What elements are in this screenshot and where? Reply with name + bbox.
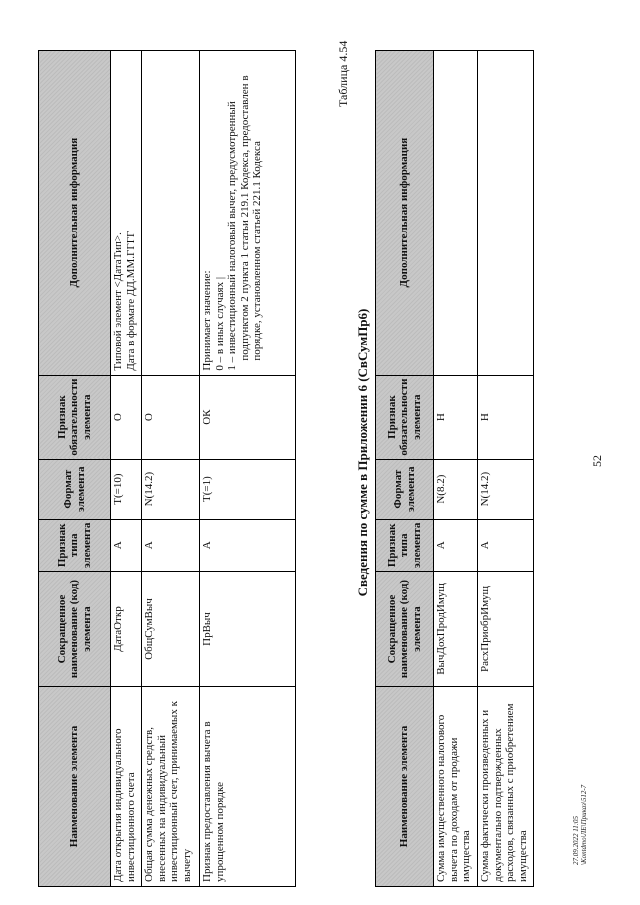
info-line: Дата в формате ДД.ММ.ГГГГ (124, 230, 137, 371)
header-format: Формат элемента (376, 459, 434, 519)
cell-name: Сумма фактически произведенных и документально подтвержденных расходов, связанных с приобретением имущества (478, 687, 534, 887)
cell-format: N(14.2) (142, 459, 200, 519)
cell-code: РасхПриобрИмущ (478, 572, 534, 687)
table-row (434, 50, 478, 886)
cell-required: О (111, 375, 142, 459)
cell-info (478, 50, 534, 375)
footer-line: 27.09.2022 11:05 (572, 815, 580, 865)
cell-code: ОбщСумВыч (142, 572, 200, 687)
cell-info (142, 50, 200, 375)
page-number: 52 (590, 455, 604, 467)
cell-type: А (478, 519, 534, 571)
cell-required: Н (478, 375, 534, 459)
table-row (111, 50, 142, 886)
cell-type: А (200, 519, 296, 571)
cell-format: T(=1) (200, 459, 296, 519)
table-svsumpr6 (375, 50, 534, 887)
cell-type: А (111, 519, 142, 571)
table-row (142, 50, 200, 886)
header-name: Наименование элемента (39, 687, 111, 887)
header-format: Формат элемента (39, 459, 111, 519)
info-line: 1 – инвестиционный налоговый вычет, предусмотренный подпунктом 2 пункта 1 статьи 219.1 Кодекса, предоставлен в порядке, установленном статьей 221.1 Кодекса (226, 75, 263, 371)
cell-required: Н (434, 375, 478, 459)
cell-format: N(14.2) (478, 459, 534, 519)
footer-stamp (572, 785, 588, 865)
header-info: Дополнительная информация (39, 50, 111, 375)
info-line: Типовой элемент <ДатаТип>. (112, 232, 124, 371)
info-line: 0 – в иных случаях | (213, 276, 226, 371)
section-title: Сведения по сумме в Приложении 6 (СвСумПр6) (355, 308, 370, 597)
table-elements-continued (38, 50, 296, 887)
cell-info (200, 50, 296, 375)
header-info: Дополнительная информация (376, 50, 434, 375)
cell-name: Признак предоставления вычета в упрощенном порядке (200, 687, 296, 887)
header-required: Признак обязательности элемента (376, 375, 434, 459)
cell-required: О (142, 375, 200, 459)
cell-info (111, 50, 142, 375)
header-required: Признак обязательности элемента (39, 375, 111, 459)
header-code: Сокращенное наименование (код) элемента (39, 572, 111, 687)
cell-type: А (142, 519, 200, 571)
cell-format: T(=10) (111, 459, 142, 519)
table-caption: Таблица 4.54 (336, 40, 350, 107)
table-row (478, 50, 534, 886)
info-line: Принимает значение: (201, 270, 213, 371)
cell-code: ДатаОткр (111, 572, 142, 687)
table-row (200, 50, 296, 886)
footer-line: \Kontdmo\ЛЕ\Приказ\512-7 (580, 784, 588, 865)
header-code: Сокращенное наименование (код) элемента (376, 572, 434, 687)
cell-name: Дата открытия индивидуального инвестиционного счета (111, 687, 142, 887)
header-type: Признак типа элемента (376, 519, 434, 571)
cell-required: ОК (200, 375, 296, 459)
header-name: Наименование элемента (376, 687, 434, 887)
cell-code: ПрВыч (200, 572, 296, 687)
header-type: Признак типа элемента (39, 519, 111, 571)
cell-code: ВычДохПродИмущ (434, 572, 478, 687)
cell-name: Сумма имущественного налогового вычета по доходам от продажи имущества (434, 687, 478, 887)
cell-type: А (434, 519, 478, 571)
cell-format: N(8.2) (434, 459, 478, 519)
cell-name: Общая сумма денежных средств, внесенных на индивидуальный инвестиционный счет, принимаемых к вычету (142, 687, 200, 887)
cell-info (434, 50, 478, 375)
